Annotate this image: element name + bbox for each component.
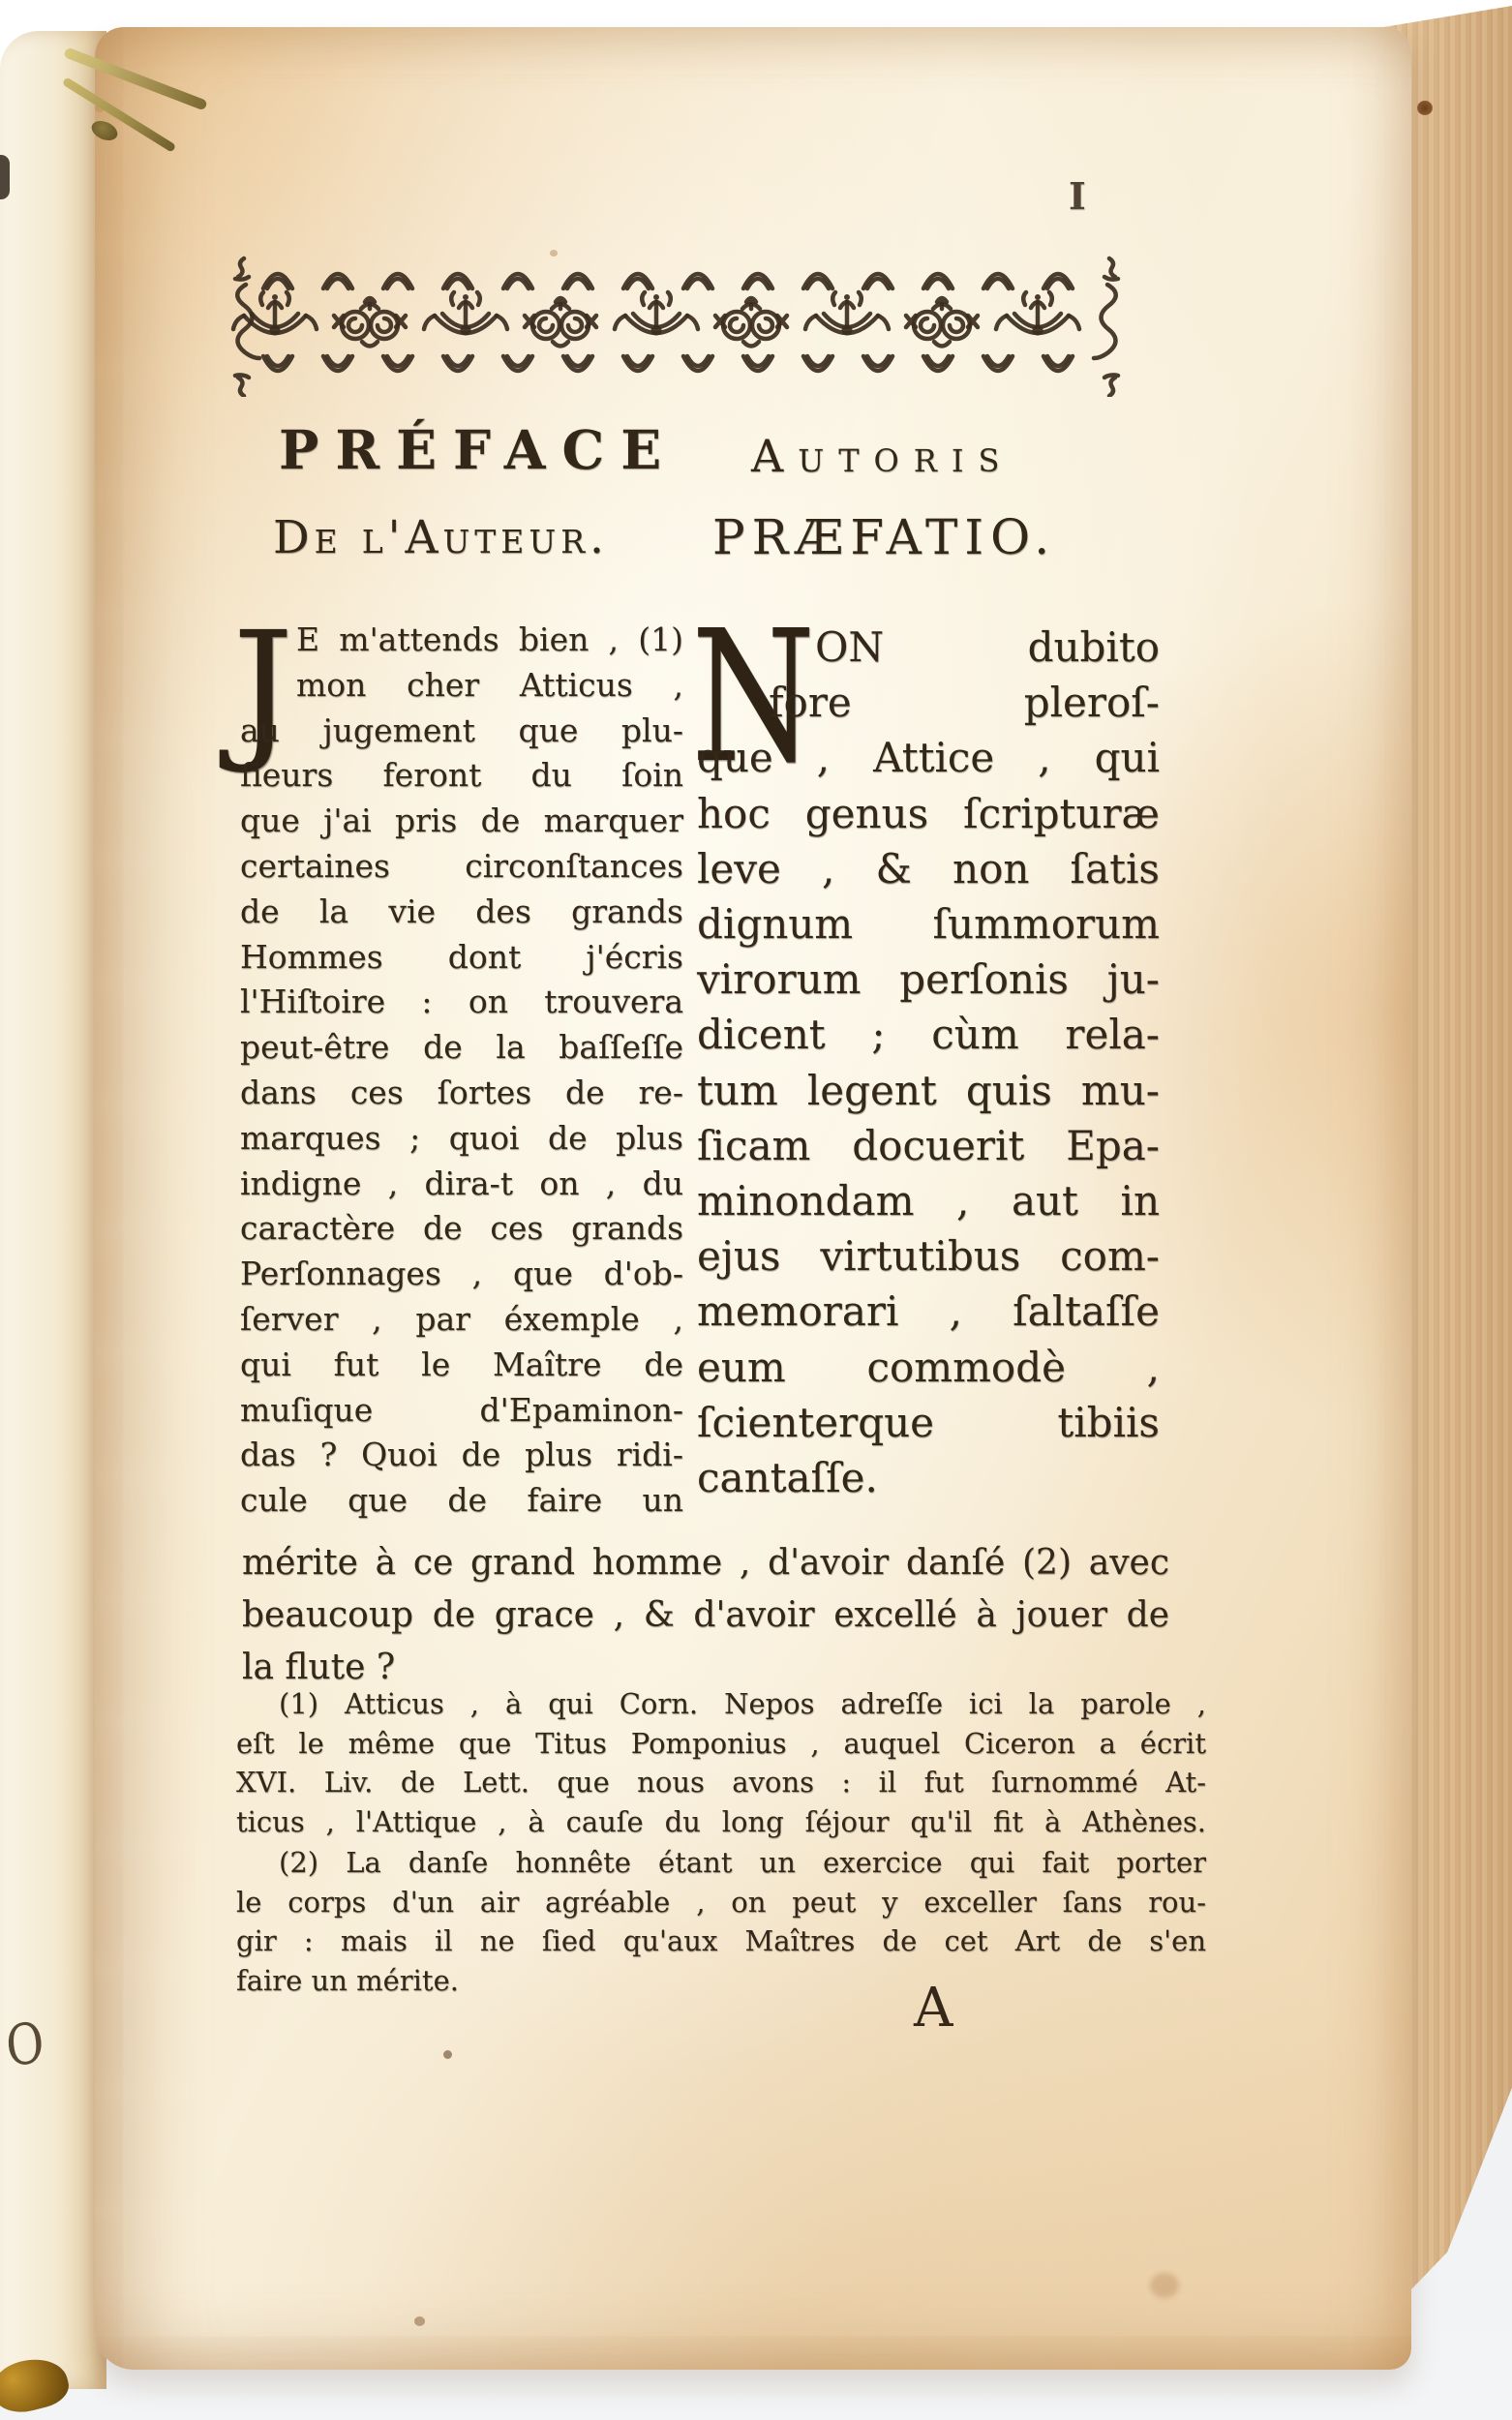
footnote-line: (1) Atticus , à qui Corn. Nepos adreſſe ici la parole ,	[279, 1687, 1206, 1720]
latin-text-line: virorum perſonis ju-	[697, 955, 1160, 1004]
foxing-spot	[443, 2050, 452, 2059]
latin-text-line: dicent ; cùm rela-	[697, 1011, 1160, 1059]
footnote-line: ticus , l'Attique , à cauſe du long ſéjour qu'il fit à Athènes.	[236, 1804, 1206, 1838]
latin-text-line: ſicam docuerit Epa-	[697, 1121, 1160, 1169]
french-title-line1: PRÉFACE	[279, 418, 679, 481]
latin-text-line: ejus virtutibus com-	[697, 1232, 1160, 1281]
french-text-line: certaines circonſtances	[240, 846, 683, 885]
french-text-line: mon cher Atticus ,	[296, 665, 683, 704]
french-text-line: de la vie des grands	[240, 892, 683, 930]
french-text-line: ſerver , par éxemple ,	[240, 1299, 683, 1338]
foxing-spot	[550, 250, 558, 257]
latin-text-line: tum legent quis mu-	[697, 1066, 1160, 1114]
footnote-line: le corps d'un air agréable , on peut y exceller ſans rou-	[236, 1885, 1206, 1919]
french-text-line: muſique d'Epaminon-	[240, 1390, 683, 1429]
page-number: I	[1069, 174, 1086, 218]
french-text-line: qui fut le Maître de	[240, 1345, 683, 1383]
french-text-column	[240, 618, 683, 1524]
french-text-line: l'Hiſtoire : on trouvera	[240, 983, 683, 1021]
latin-text-line: minondam , aut in	[697, 1177, 1160, 1225]
french-text-line: das ? Quoi de plus ridi-	[240, 1436, 683, 1474]
facing-page-text-fragment: O	[3, 2009, 47, 2080]
french-text-line: que j'ai pris de marquer	[240, 802, 683, 840]
fore-edge-spot	[1417, 101, 1433, 115]
paragraph-line: beaucoup de grace , & d'avoir excellé à jouer de	[242, 1595, 1169, 1635]
french-title-line2: De l'Auteur.	[273, 511, 609, 564]
latin-text-line: fore pleroſ-	[769, 679, 1160, 727]
drop-cap-latin: N	[691, 591, 816, 803]
latin-title-line1: Autoris	[751, 430, 1014, 482]
french-text-line: dans ces ſortes de re-	[240, 1073, 683, 1111]
latin-text-line: hoc genus ſcripturæ	[697, 789, 1160, 837]
latin-text-line: cantaſſe.	[697, 1454, 878, 1502]
facing-page-edge	[0, 31, 106, 2389]
footnote-line: XVI. Liv. de Lett. que nous avons : il fut ſurnommé At-	[236, 1766, 1206, 1799]
latin-text-line: ſcienterque tibiis	[697, 1398, 1160, 1446]
footnote-line: (2) La danſe honnête étant un exercice qui fait porter	[279, 1846, 1206, 1879]
latin-text-line: que , Attice , qui	[697, 734, 1160, 782]
latin-text-line: ON dubito	[815, 623, 1160, 671]
latin-text-column	[697, 620, 1160, 1505]
french-text-line: peut-être de la baſſeſſe	[240, 1028, 683, 1067]
paragraph-line: mérite à ce grand homme , d'avoir danſé (2) avec	[242, 1543, 1169, 1583]
signature-mark: A	[914, 1977, 953, 2040]
latin-text-line: leve , & non ſatis	[697, 844, 1160, 892]
french-text-line: indigne , dira-t on , du	[240, 1164, 683, 1202]
decorative-headpiece-ornament	[227, 248, 1127, 397]
french-text-line: caractère de ces grands	[240, 1209, 683, 1248]
foxing-spot	[414, 2316, 425, 2326]
french-text-line: E m'attends bien , (1)	[296, 620, 683, 658]
continuation-paragraph	[242, 1537, 1169, 1694]
french-text-line: cule que de faire un	[240, 1481, 683, 1520]
drop-cap-french: J	[232, 599, 294, 777]
french-text-line: Hommes dont j'écris	[240, 937, 683, 976]
latin-text-line: eum commodè ,	[697, 1343, 1160, 1391]
foxing-spot	[1150, 2273, 1179, 2298]
french-text-line: au jugement que plu-	[240, 711, 683, 749]
french-text-line: marques ; quoi de plus	[240, 1118, 683, 1157]
facing-page-partial-glyph	[0, 155, 10, 199]
footnote-line: eſt le même que Titus Pomponius , auquel Ciceron a écrit	[236, 1726, 1206, 1760]
footnote-2	[236, 1843, 1206, 2000]
latin-title-line2: PRÆFATIO.	[712, 509, 1057, 565]
footnote-line: faire un mérite.	[236, 1963, 459, 1997]
footnote-line: gir : mais il ne ſied qu'aux Maîtres de cet Art de s'en	[236, 1924, 1206, 1957]
footnote-1	[236, 1684, 1206, 1841]
french-text-line: Perſonnages , que d'ob-	[240, 1255, 683, 1293]
paragraph-line: la flute ?	[242, 1648, 396, 1687]
latin-text-line: memorari , ſaltaſſe	[697, 1287, 1160, 1336]
latin-text-line: dignum ſummorum	[697, 900, 1160, 949]
french-text-line: ſieurs feront du ſoin	[240, 756, 683, 795]
book-page	[95, 27, 1411, 2370]
